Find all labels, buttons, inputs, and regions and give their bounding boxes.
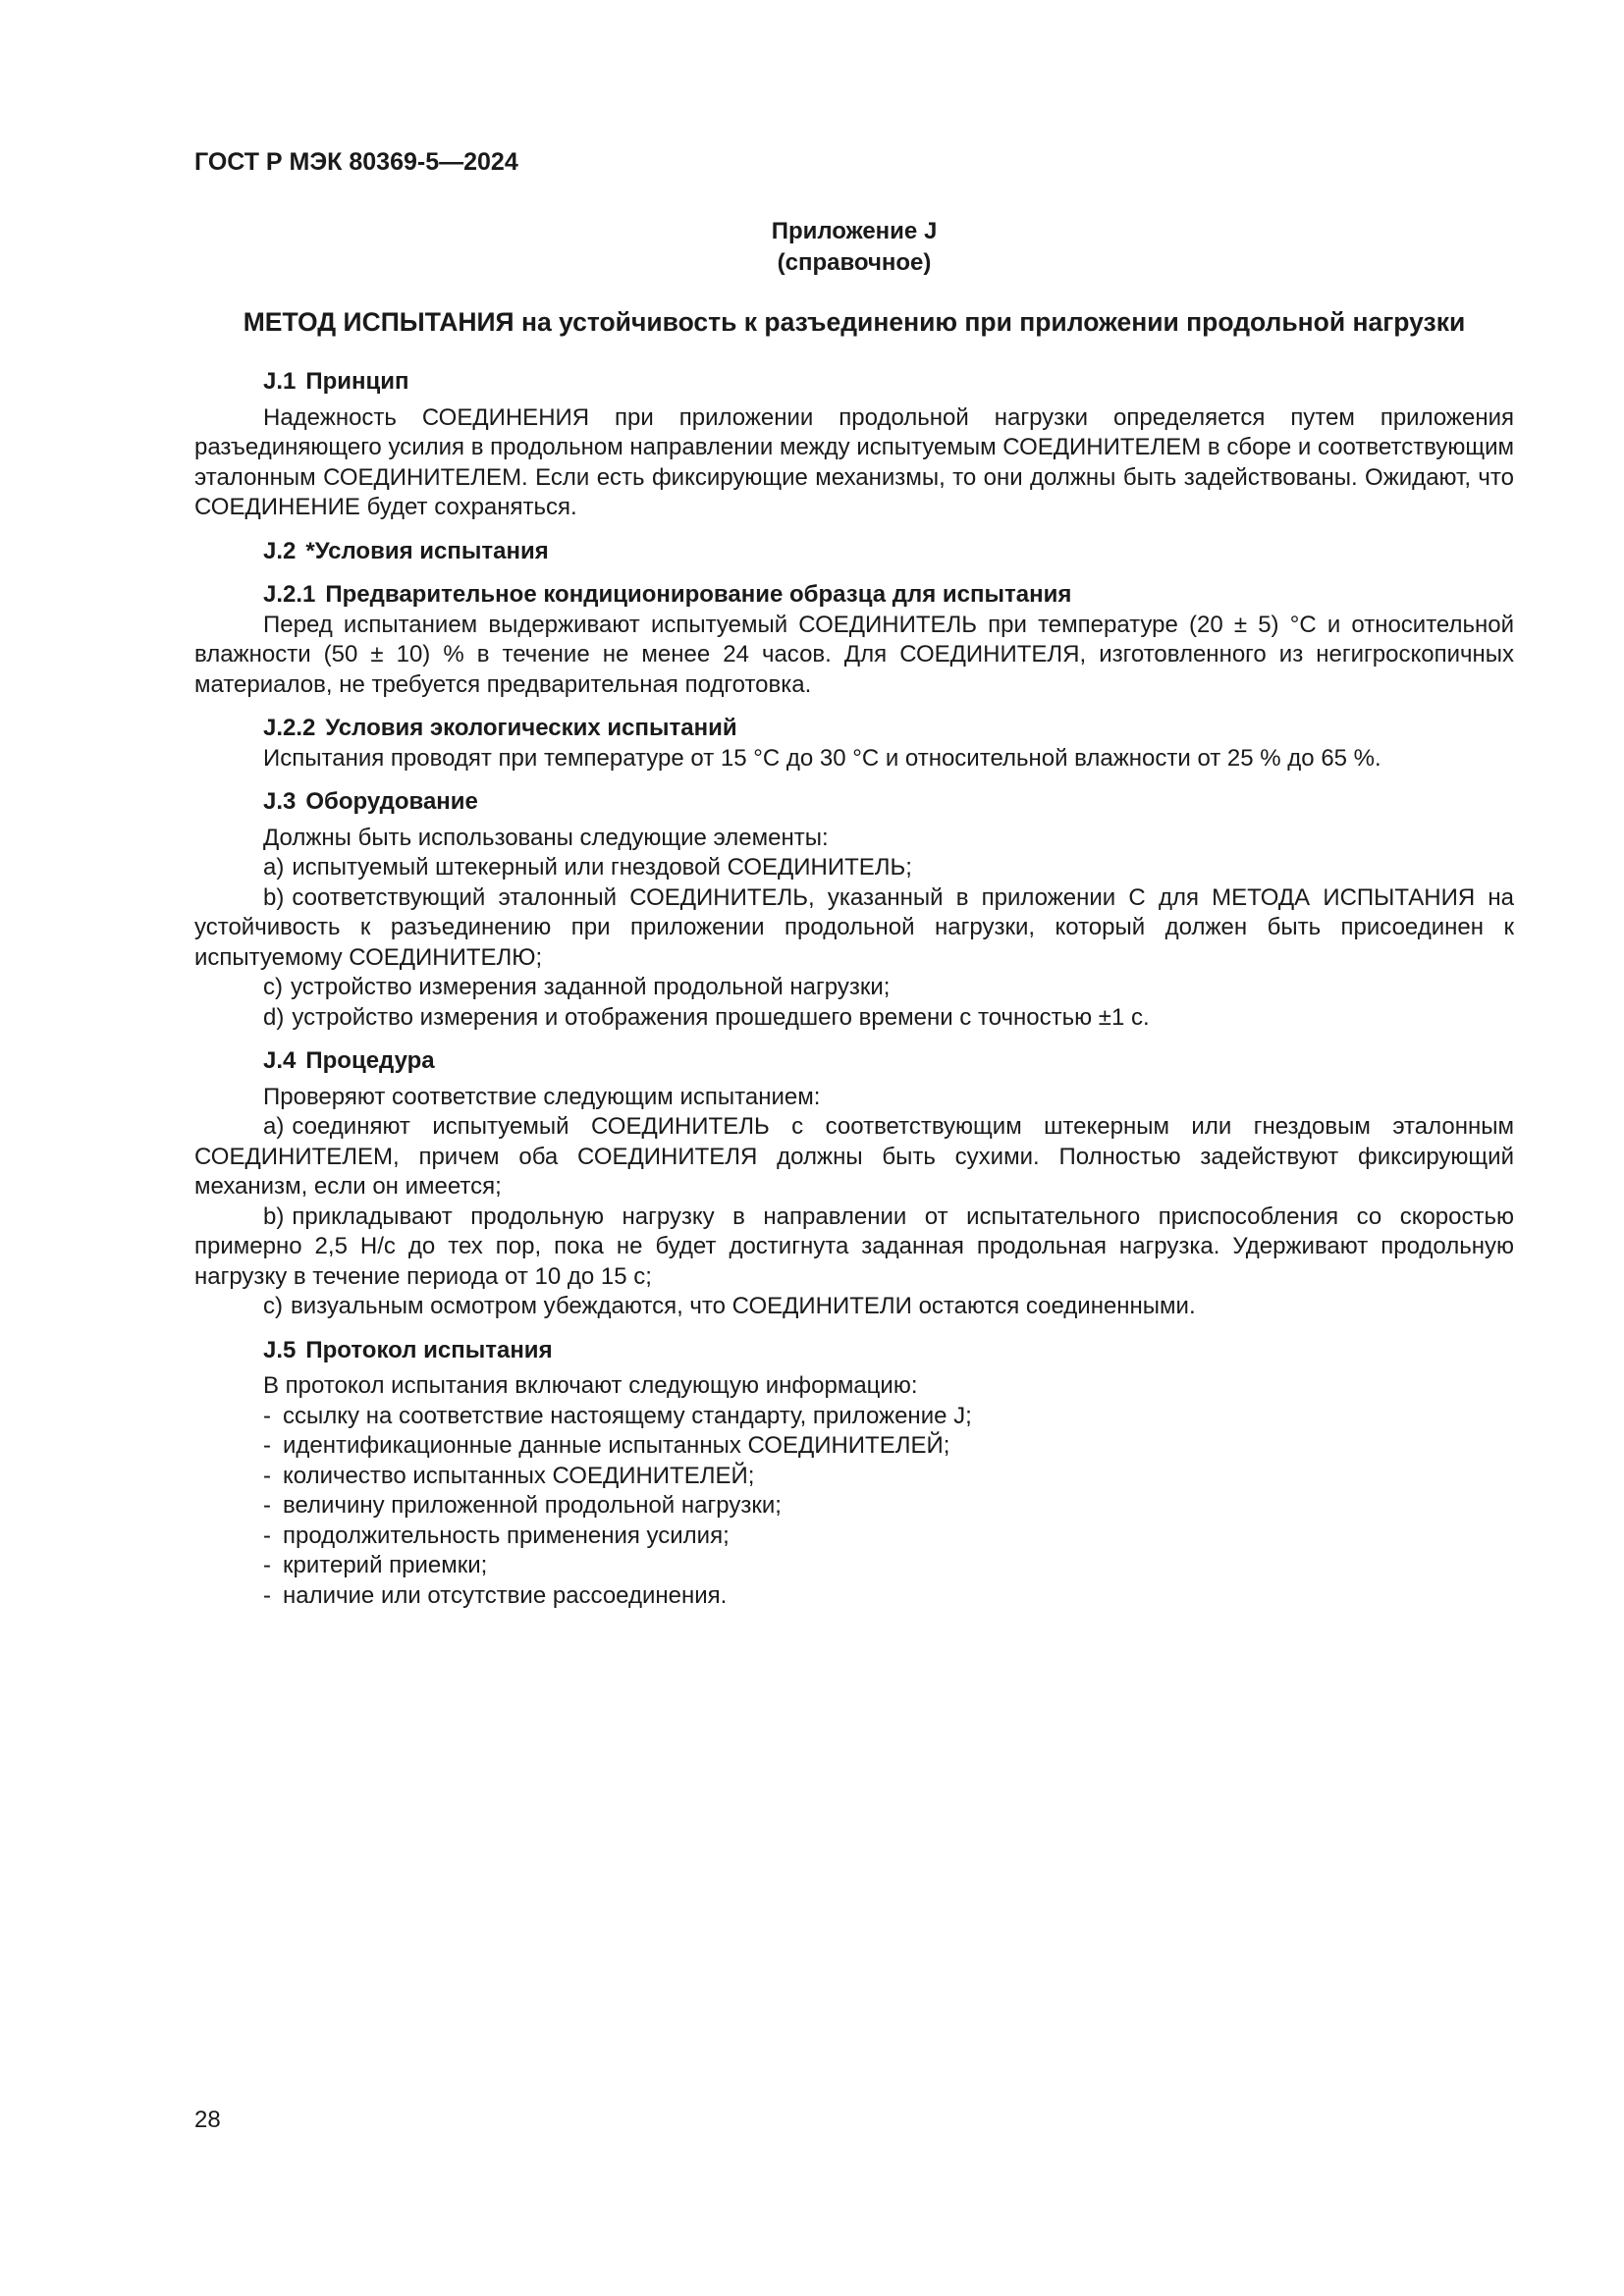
list-item-text: визуальным осмотром убеждаются, что СОЕДИНИТЕЛИ остаются соединенными. [291,1293,1196,1319]
dash-marker: - [263,1492,271,1519]
dash-marker: - [263,1552,271,1578]
dash-marker: - [263,1462,271,1489]
list-marker: c) [263,1293,283,1319]
section-title: Условия экологических испытаний [325,715,737,741]
section-title: Принцип [305,368,409,395]
document-page [194,147,1514,1611]
appendix-type: (справочное) [777,249,932,276]
dash-list-item [194,1402,1514,1432]
section-heading-j22 [194,714,1514,744]
dash-marker: - [263,1402,271,1429]
section-heading-j3 [194,787,1514,818]
list-marker: b) [263,1202,285,1230]
section-number: J.1 [263,368,297,395]
section-title: Оборудование [305,788,478,815]
dash-list-item [194,1462,1514,1492]
list-item-text: устройство измерения и отображения прошедшего времени с точностью ±1 с. [292,1003,1150,1031]
section-intro-j5: В протокол испытания включают следующую информацию: [263,1372,918,1399]
page-number: 28 [194,2107,221,2133]
section-intro-j3: Должны быть использованы следующие элементы: [263,824,829,851]
dash-marker: - [263,1522,271,1549]
list-item-text: прикладывают продольную нагрузку в направлении от испытательного приспособления со скоростью примерно 2,5 Н/с до тех пор, пока не будет достигнута заданная продольная нагрузка. Удерживают продольную нагрузку в течение периода от 10 до 15 с; [194,1202,1514,1290]
appendix-label: Приложение J [771,218,938,244]
standard-header: ГОСТ Р МЭК 80369-5—2024 [194,148,518,176]
dash-list-item [194,1431,1514,1462]
section-text-j22: Испытания проводят при температуре от 15 °С до 30 °С и относительной влажности от 25 % до 65 %. [263,744,1381,772]
list-item [194,853,1514,883]
dash-item-text: продолжительность применения усилия; [283,1522,730,1549]
dash-item-text: критерий приемки; [283,1552,488,1578]
section-number: J.2.1 [263,581,316,608]
dash-marker: - [263,1581,271,1609]
section-title: *Условия испытания [305,537,549,564]
list-item [194,883,1514,974]
list-item-text: устройство измерения заданной продольной нагрузки; [291,974,891,1000]
dash-marker: - [263,1432,271,1459]
list-marker: b) [263,883,285,911]
section-number: J.2 [263,537,297,564]
dash-list-item [194,1491,1514,1522]
section-number: J.4 [263,1047,297,1074]
section-heading-j5 [194,1336,1514,1366]
section-title: Предварительное кондиционирование образца для испытания [325,581,1072,608]
list-item-text: соответствующий эталонный СОЕДИНИТЕЛЬ, указанный в приложении С для МЕТОДА ИСПЫТАНИЯ на устойчивость к разъединению при приложении продольной нагрузки, который должен быть присоединен к испытуемому СОЕДИНИТЕЛЮ; [194,883,1514,971]
section-number: J.2.2 [263,715,316,741]
section-heading-j1 [194,367,1514,398]
section-intro-j4: Проверяют соответствие следующим испытанием: [263,1083,821,1110]
list-item [194,1112,1514,1202]
dash-list-item [194,1581,1514,1612]
section-title: Протокол испытания [305,1336,553,1363]
list-item [194,1202,1514,1293]
dash-list-item [194,1522,1514,1552]
list-item-text: испытуемый штекерный или гнездовой СОЕДИНИТЕЛЬ; [292,854,912,881]
list-item [194,1292,1514,1322]
dash-item-text: количество испытанных СОЕДИНИТЕЛЕЙ; [283,1462,755,1489]
section-number: J.5 [263,1336,297,1363]
dash-item-text: величину приложенной продольной нагрузки; [283,1492,782,1519]
section-text-j1: Надежность СОЕДИНЕНИЯ при приложении продольной нагрузки определяется путем приложения разъединяющего усилия в продольном направлении между испытуемым СОЕДИНИТЕЛЕМ в сборе и соответствующим эталонным СОЕДИНИТЕЛЕМ. Если есть фиксирующие механизмы, то они должны быть задействованы. Ожидают, что СОЕДИНЕНИЕ будет сохраняться. [194,403,1514,520]
list-marker: d) [263,1003,285,1031]
list-item [194,1003,1514,1034]
section-heading-j4 [194,1046,1514,1077]
dash-list-item [194,1551,1514,1581]
appendix-title: МЕТОД ИСПЫТАНИЯ на устойчивость к разъединению при приложении продольной нагрузки [243,307,1466,337]
dash-item-text: идентификационные данные испытанных СОЕДИНИТЕЛЕЙ; [283,1432,950,1459]
list-marker: a) [263,854,285,881]
list-marker: c) [263,974,283,1000]
section-title: Процедура [305,1047,435,1074]
list-marker: a) [263,1113,285,1140]
dash-item-text: наличие или отсутствие рассоединения. [283,1581,728,1609]
section-number: J.3 [263,788,297,815]
list-item-text: соединяют испытуемый СОЕДИНИТЕЛЬ с соответствующим штекерным или гнездовым эталонным СОЕДИНИТЕЛЕМ, причем оба СОЕДИНИТЕЛЯ должны быть сухими. Полностью задействуют фиксирующий механизм, если он имеется; [194,1113,1514,1200]
section-text-j21: Перед испытанием выдерживают испытуемый СОЕДИНИТЕЛЬ при температуре (20 ± 5) °С и относительной влажности (50 ± 10) % в течение не менее 24 часов. Для СОЕДИНИТЕЛЯ, изготовленного из негигроскопичных материалов, не требуется предварительная подготовка. [194,611,1514,698]
section-heading-j2 [194,537,1514,567]
dash-item-text: ссылку на соответствие настоящему стандарту, приложение J; [283,1402,972,1429]
list-item [194,973,1514,1003]
section-heading-j21 [194,580,1514,611]
